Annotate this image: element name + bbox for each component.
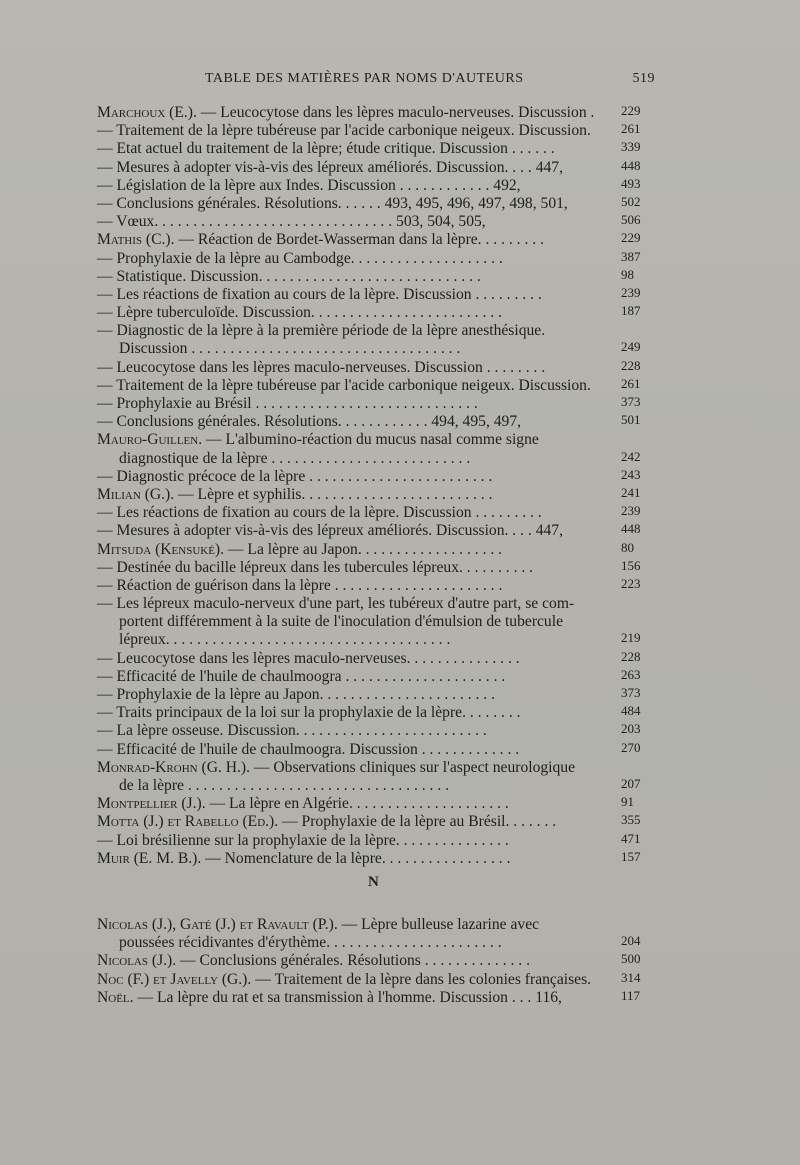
index-entry xyxy=(97,413,677,431)
index-entry xyxy=(97,177,677,195)
entry-page-number: 117 xyxy=(621,987,641,1003)
entry-text xyxy=(97,795,509,813)
index-entry xyxy=(97,395,677,413)
entry-page-number: 373 xyxy=(621,394,641,409)
entry-author: Muir (E. M. B.). — xyxy=(97,849,225,867)
entry-text xyxy=(97,813,556,831)
entry-title: — Conclusions générales. Résolutions. . . . . . . . . . . . 494, 495, 497, xyxy=(97,413,522,431)
entry-text xyxy=(97,577,502,595)
entry-title: — Les réactions de fixation au cours de la lèpre. Discussion . . . . . . . . . xyxy=(97,285,542,303)
entry-page-number: 501 xyxy=(621,412,641,428)
entry-author: Monrad-Krohn (G. H.). — xyxy=(97,758,274,776)
entry-title: — Les lépreux maculo-nerveux d'une part, les tubéreux d'autre part, se com- xyxy=(97,595,575,613)
index-entry xyxy=(97,522,677,540)
index-entry xyxy=(97,304,677,322)
entry-page-number: 80 xyxy=(621,539,634,555)
index-entry xyxy=(97,159,677,177)
entry-title: — Législation de la lèpre aux Indes. Discussion . . . . . . . . . . . . 492, xyxy=(97,176,521,194)
entry-page-number: 243 xyxy=(621,466,641,482)
entry-text xyxy=(97,668,505,686)
entry-title: L'albumino-réaction du mucus nasal comme signe xyxy=(225,431,539,449)
entry-page-number: 239 xyxy=(621,503,641,519)
entry-title: — Leucocytose dans les lèpres maculo-nerveuses. Discussion . . . . . . . . xyxy=(97,358,546,376)
entry-title: de la lèpre . . . . . . . . . . . . . . . . . . . . . . . . . . . . . . . . . . xyxy=(119,776,450,794)
entry-text xyxy=(97,104,594,122)
index-entries-m xyxy=(97,104,677,868)
index-entry xyxy=(97,813,677,831)
entry-page-number: 502 xyxy=(621,193,641,209)
index-entry xyxy=(97,140,677,158)
entry-page-number: 229 xyxy=(621,103,641,118)
entry-title: — La lèpre osseuse. Discussion. . . . . . . . . . . . . . . . . . . . . . . . . xyxy=(97,722,487,740)
entry-text xyxy=(97,504,542,522)
entry-page-number: 242 xyxy=(621,448,641,464)
entry-text xyxy=(119,631,450,649)
index-entry xyxy=(97,952,677,970)
entry-text xyxy=(97,286,542,304)
entry-title: — Prophylaxie de la lèpre au Japon. . . . . . . . . . . . . . . . . . . . . . . xyxy=(97,686,496,703)
entry-text xyxy=(97,413,521,431)
entry-title: Conclusions générales. Résolutions . . . . . . . . . . . . . . xyxy=(199,952,531,970)
entry-title: La lèpre du rat et sa transmission à l'homme. Discussion . . . 116, xyxy=(156,988,562,1006)
entry-page-number: 448 xyxy=(621,157,641,173)
entry-text xyxy=(97,686,495,704)
index-entry xyxy=(97,431,677,449)
index-entry xyxy=(97,104,677,122)
entry-page-number: 228 xyxy=(621,648,641,664)
entry-title: Leucocytose dans les lèpres maculo-nerveuses. Discussion . xyxy=(220,104,595,121)
index-entry xyxy=(97,934,677,952)
entry-author: Mitsuda (Kensuké). — xyxy=(97,540,248,558)
entry-title: — Prophylaxie de la lèpre au Cambodge. . . . . . . . . . . . . . . . . . . . xyxy=(97,249,503,267)
entry-author: Noël. — xyxy=(97,988,157,1006)
entry-page-number: 373 xyxy=(621,685,641,700)
section-letter: N xyxy=(368,874,379,890)
index-entry xyxy=(97,504,677,522)
index-entries-n xyxy=(97,916,677,1007)
index-entry xyxy=(97,650,677,668)
entry-title: — Efficacité de l'huile de chaulmoogra. Discussion . . . . . . . . . . . . . xyxy=(97,740,520,758)
index-entry xyxy=(97,286,677,304)
entry-author: Mathis (C.). — xyxy=(97,231,198,249)
entry-title: Observations cliniques sur l'aspect neurologique xyxy=(273,758,576,776)
entry-text xyxy=(97,304,502,322)
entry-text xyxy=(97,522,563,540)
entry-page-number: 314 xyxy=(621,969,641,985)
index-entry xyxy=(97,686,677,704)
entry-title: Nomenclature de la lèpre. . . . . . . . . . . . . . . . . xyxy=(224,849,511,867)
entry-title: Lèpre et syphilis. . . . . . . . . . . . . . . . . . . . . . . . . xyxy=(197,485,493,503)
entry-text xyxy=(97,486,493,504)
entry-page-number: 493 xyxy=(621,175,641,191)
entry-author: Nicolas (J.). — xyxy=(97,952,200,970)
entry-text xyxy=(97,395,478,413)
entry-title: Prophylaxie de la lèpre au Brésil. . . . . . . xyxy=(301,813,557,831)
entry-text xyxy=(97,759,575,777)
entry-text xyxy=(97,431,539,449)
entry-page-number: 223 xyxy=(621,575,641,591)
entry-text xyxy=(119,450,470,468)
entry-page-number: 261 xyxy=(621,121,641,137)
entry-page-number: 387 xyxy=(621,248,641,264)
index-entry xyxy=(97,668,677,686)
entry-text xyxy=(97,541,502,559)
entry-title: — Leucocytose dans les lèpres maculo-nerveuses. . . . . . . . . . . . . . . xyxy=(97,649,520,667)
entry-title: — Les réactions de fixation au cours de la lèpre. Discussion . . . . . . . . . xyxy=(97,504,542,522)
entry-page-number: 339 xyxy=(621,139,641,155)
index-entry xyxy=(97,795,677,813)
entry-text xyxy=(97,650,520,668)
index-entry xyxy=(97,377,677,395)
entry-page-number: 506 xyxy=(621,212,641,228)
entry-text xyxy=(97,322,545,340)
entry-page-number: 239 xyxy=(621,284,641,300)
index-entry xyxy=(97,704,677,722)
entry-author: Milian (G.). — xyxy=(97,485,198,503)
entry-text xyxy=(97,952,530,970)
entry-title: — Vœux. . . . . . . . . . . . . . . . . . . . . . . . . . . . . . . 503, 504, 505, xyxy=(97,213,486,231)
entry-author: Mauro-Guillen. — xyxy=(97,431,226,449)
entry-title: — Prophylaxie au Brésil . . . . . . . . . . . . . . . . . . . . . . . . . . . . . xyxy=(97,395,478,412)
index-entry xyxy=(97,195,677,213)
entry-text xyxy=(97,122,591,140)
entry-text xyxy=(119,934,502,952)
entry-title: Traitement de la lèpre dans les colonies françaises. xyxy=(274,970,592,988)
entry-text xyxy=(97,231,544,249)
entry-text xyxy=(97,377,591,395)
index-entry xyxy=(97,359,677,377)
entry-title: portent différemment à la suite de l'inoculation d'émulsion de tubercule xyxy=(119,613,563,631)
entry-text xyxy=(97,159,563,177)
index-entry xyxy=(97,722,677,740)
entry-title: — Statistique. Discussion. . . . . . . . . . . . . . . . . . . . . . . . . . . . . xyxy=(97,267,481,285)
entry-title: diagnostique de la lèpre . . . . . . . . . . . . . . . . . . . . . . . . . . xyxy=(119,449,471,467)
index-entry xyxy=(97,231,677,249)
entry-text xyxy=(97,971,591,989)
index-entry xyxy=(97,971,677,989)
index-entry xyxy=(97,595,677,613)
entry-page-number: 219 xyxy=(621,630,641,646)
entry-title: — Destinée du bacille lépreux dans les tubercules lépreux. . . . . . . . . . xyxy=(97,558,534,576)
entry-text xyxy=(119,777,449,795)
entry-page-number: 91 xyxy=(621,794,634,810)
entry-page-number: 263 xyxy=(621,666,641,682)
entry-page-number: 484 xyxy=(621,703,641,719)
index-entry xyxy=(97,777,677,795)
index-entry xyxy=(97,631,677,649)
entry-title: Réaction de Bordet-Wasserman dans la lèpre. . . . . . . . . xyxy=(197,231,544,249)
index-entry xyxy=(97,322,677,340)
index-entry xyxy=(97,741,677,759)
entry-author: Montpellier (J.). — xyxy=(97,795,230,813)
entry-page-number: 270 xyxy=(621,739,641,755)
entry-page-number: 471 xyxy=(621,830,641,846)
entry-title: — Diagnostic précoce de la lèpre . . . . . . . . . . . . . . . . . . . . . . . . xyxy=(97,467,493,485)
index-entry xyxy=(97,340,677,358)
entry-page-number: 156 xyxy=(621,557,641,573)
page-number: 519 xyxy=(632,71,655,86)
entry-text xyxy=(97,250,503,268)
index-entry xyxy=(97,268,677,286)
entry-text xyxy=(119,613,563,631)
index-entry xyxy=(97,613,677,631)
entry-title: — Traitement de la lèpre tubéreuse par l'acide carbonique neigeux. Discussion. xyxy=(97,122,591,140)
index-entry xyxy=(97,916,677,934)
entry-title: — Etat actuel du traitement de la lèpre; étude critique. Discussion . . . . . . xyxy=(97,140,555,158)
entry-title: — Loi brésilienne sur la prophylaxie de la lèpre. . . . . . . . . . . . . . . xyxy=(97,831,509,849)
entry-author: Marchoux (E.). — xyxy=(97,104,221,121)
entry-text xyxy=(119,340,460,358)
entry-title: — Traits principaux de la loi sur la prophylaxie de la lèpre. . . . . . . . xyxy=(97,704,521,722)
entry-page-number: 98 xyxy=(621,266,634,282)
entry-text xyxy=(97,832,509,850)
index-entry xyxy=(97,486,677,504)
entry-text xyxy=(97,595,574,613)
index-entry xyxy=(97,989,677,1007)
index-entry xyxy=(97,577,677,595)
entry-page-number: 203 xyxy=(621,721,641,737)
entry-text xyxy=(97,722,487,740)
index-entry xyxy=(97,122,677,140)
entry-text xyxy=(97,704,521,722)
index-entry xyxy=(97,250,677,268)
entry-title: La lèpre au Japon. . . . . . . . . . . . . . . . . . . xyxy=(247,540,503,558)
entry-text xyxy=(97,213,486,231)
entry-text xyxy=(97,850,510,868)
entry-title: La lèpre en Algérie. . . . . . . . . . . . . . . . . . . . . xyxy=(229,795,509,813)
entry-text xyxy=(97,359,545,377)
entry-page-number: 261 xyxy=(621,375,641,391)
entry-page-number: 500 xyxy=(621,951,641,967)
index-entry xyxy=(97,213,677,231)
entry-page-number: 249 xyxy=(621,339,641,355)
index-entry xyxy=(97,541,677,559)
entry-page-number: 228 xyxy=(621,357,641,373)
entry-title: — Mesures à adopter vis-à-vis des lépreux améliorés. Discussion. . . . 447, xyxy=(97,158,563,176)
entry-text xyxy=(97,177,521,195)
entry-text xyxy=(97,268,481,286)
entry-author: Noc (F.) et Javelly (G.). — xyxy=(97,970,275,988)
entry-text xyxy=(97,559,533,577)
entry-text xyxy=(97,741,519,759)
entry-title: — Traitement de la lèpre tubéreuse par l'acide carbonique neigeux. Discussion. xyxy=(97,376,591,394)
entry-page-number: 448 xyxy=(621,521,641,537)
entry-page-number: 207 xyxy=(621,775,641,791)
entry-text xyxy=(97,140,555,158)
entry-title: — Mesures à adopter vis-à-vis des lépreux améliorés. Discussion. . . . 447, xyxy=(97,522,563,540)
entry-text xyxy=(97,468,492,486)
entry-author: Nicolas (J.), Gaté (J.) et Ravault (P.). — xyxy=(97,916,362,933)
index-entry xyxy=(97,559,677,577)
entry-title: lépreux. . . . . . . . . . . . . . . . . . . . . . . . . . . . . . . . . . . . . xyxy=(119,631,451,649)
index-entry xyxy=(97,832,677,850)
entry-text xyxy=(97,195,568,213)
entry-title: poussées récidivantes d'érythème. . . . . . . . . . . . . . . . . . . . . . . xyxy=(119,934,502,952)
entry-author: Motta (J.) et Rabello (Ed.). — xyxy=(97,813,302,831)
entry-page-number: 187 xyxy=(621,303,641,319)
running-title: TABLE DES MATIÈRES PAR NOMS D'AUTEURS xyxy=(205,71,524,86)
entry-title: — Lèpre tuberculoïde. Discussion. . . . . . . . . . . . . . . . . . . . . . . . . xyxy=(97,304,502,322)
entry-page-number: 204 xyxy=(621,933,641,949)
entry-title: Discussion . . . . . . . . . . . . . . . . . . . . . . . . . . . . . . . . . . . xyxy=(119,340,461,358)
entry-page-number: 241 xyxy=(621,484,641,500)
entry-title: — Réaction de guérison dans la lèpre . . . . . . . . . . . . . . . . . . . . . . xyxy=(97,576,503,594)
index-entry xyxy=(97,850,677,868)
entry-title: Lèpre bulleuse lazarine avec xyxy=(361,916,540,933)
index-entry xyxy=(97,759,677,777)
entry-page-number: 355 xyxy=(621,812,641,828)
entry-text xyxy=(97,916,539,934)
entry-text xyxy=(97,989,562,1007)
entry-title: — Diagnostic de la lèpre à la première période de la lèpre anesthésique. xyxy=(97,322,546,340)
index-entry xyxy=(97,468,677,486)
entry-title: — Conclusions générales. Résolutions. . . . . . 493, 495, 496, 497, 498, 501, xyxy=(97,194,568,212)
entry-page-number: 229 xyxy=(621,230,641,246)
index-entry xyxy=(97,450,677,468)
entry-title: — Efficacité de l'huile de chaulmoogra . . . . . . . . . . . . . . . . . . . . . xyxy=(97,667,506,685)
entry-page-number: 157 xyxy=(621,848,641,864)
